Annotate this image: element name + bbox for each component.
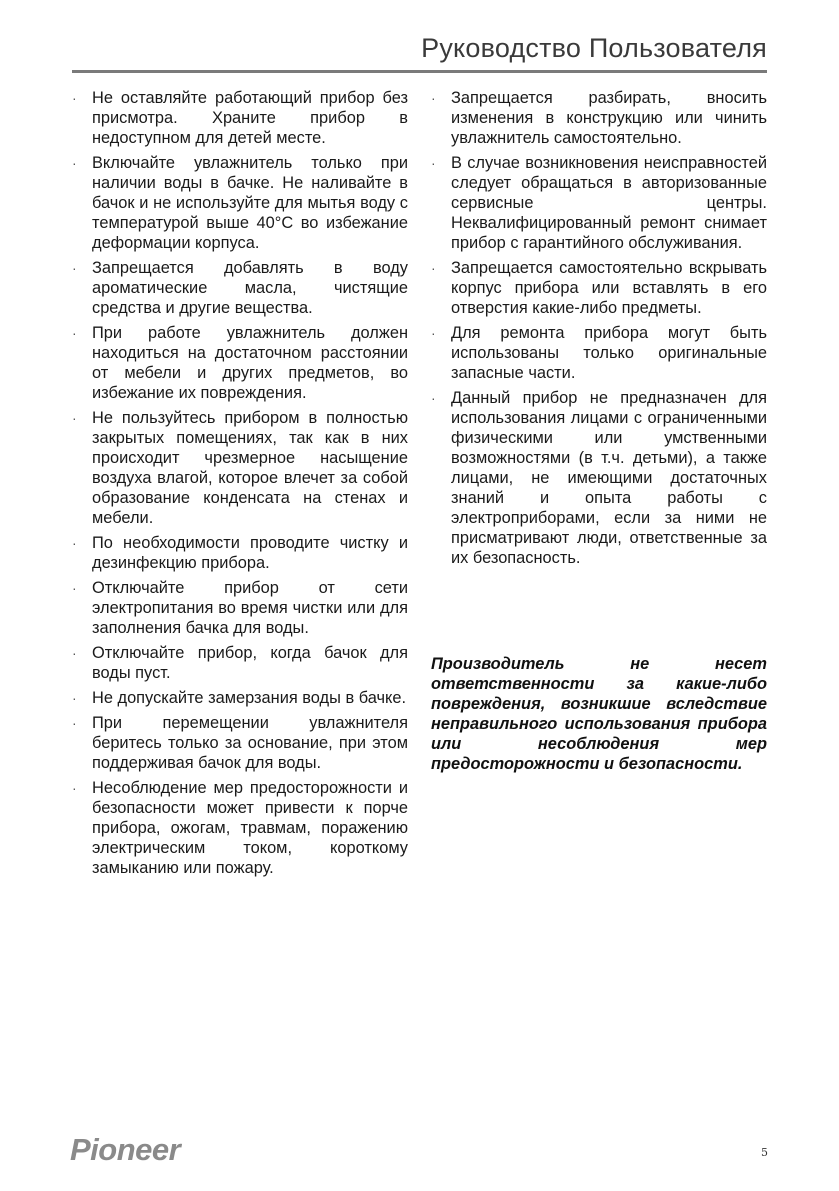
- list-item: [72, 533, 408, 573]
- bullet-dot-icon: ·: [72, 410, 77, 426]
- page-number: 5: [761, 1146, 768, 1159]
- brand-logo: Pioneer: [70, 1132, 181, 1167]
- bullet-dot-icon: ·: [72, 535, 77, 551]
- right-column: [431, 88, 767, 573]
- list-item-text: При работе увлажнитель должен находиться на достаточном расстоянии от мебели и других предметов, во избежание их повреждения.: [92, 324, 408, 402]
- bullet-dot-icon: ·: [431, 260, 436, 276]
- list-item-text: Запрещается самостоятельно вскрывать корпус прибора или вставлять в его отверстия какие-либо предметы.: [451, 259, 767, 317]
- document-title: Руководство Пользователя: [421, 33, 767, 63]
- list-item: [431, 88, 767, 148]
- list-item: [431, 258, 767, 318]
- list-item-text: Не оставляйте работающий прибор без присмотра. Храните прибор в недоступном для детей месте.: [92, 89, 408, 147]
- list-item-text: Отключайте прибор, когда бачок для воды пуст.: [92, 644, 408, 682]
- list-item: [72, 408, 408, 528]
- list-item: [431, 323, 767, 383]
- bullet-dot-icon: ·: [431, 325, 436, 341]
- list-item: [72, 778, 408, 878]
- list-item-text: В случае возникновения неисправностей следует обращаться в авторизованные сервисные центры. Неквалифицированный ремонт снимает прибор с гарантийного обслуживания.: [451, 154, 767, 252]
- bullet-dot-icon: ·: [72, 780, 77, 796]
- bullet-dot-icon: ·: [431, 90, 436, 106]
- bullet-dot-icon: ·: [72, 155, 77, 171]
- left-column: [72, 88, 408, 883]
- list-item-text: Отключайте прибор от сети электропитания во время чистки или для заполнения бачка для воды.: [92, 579, 408, 637]
- list-item-text: Запрещается добавлять в воду ароматические масла, чистящие средства и другие вещества.: [92, 259, 408, 317]
- list-item: [72, 323, 408, 403]
- bullet-dot-icon: ·: [72, 260, 77, 276]
- list-item: [72, 643, 408, 683]
- list-item: [431, 153, 767, 253]
- list-item-text: Для ремонта прибора могут быть использованы только оригинальные запасные части.: [451, 324, 767, 382]
- list-item: [72, 153, 408, 253]
- list-item: [431, 388, 767, 568]
- list-item: [72, 88, 408, 148]
- header-divider: [72, 70, 767, 73]
- list-item-text: Включайте увлажнитель только при наличии воды в бачке. Не наливайте в бачок и не используйте для мытья воду с температурой выше 40°C во избежание деформации корпуса.: [92, 154, 408, 252]
- bullet-dot-icon: ·: [72, 90, 77, 106]
- bullet-dot-icon: ·: [431, 155, 436, 171]
- list-item-text: При перемещении увлажнителя беритесь только за основание, при этом поддерживая бачок для воды.: [92, 714, 408, 772]
- list-item: [72, 578, 408, 638]
- bullet-dot-icon: ·: [431, 390, 436, 406]
- list-item-text: Несоблюдение мер предосторожности и безопасности может привести к порче прибора, ожогам, травмам, поражению электрическим током, короткому замыканию или пожару.: [92, 779, 408, 877]
- list-item: [72, 258, 408, 318]
- list-item-text: По необходимости проводите чистку и дезинфекцию прибора.: [92, 534, 408, 572]
- liability-disclaimer: Производитель не несет ответственности за какие-либо повреждения, возникшие вследствие неправильного использования прибора или несоблюдения мер предосторожности и безопасности.: [431, 655, 767, 773]
- bullet-dot-icon: ·: [72, 690, 77, 706]
- list-item-text: Запрещается разбирать, вносить изменения в конструкцию или чинить увлажнитель самостоятельно.: [451, 89, 767, 147]
- list-item-text: Не допускайте замерзания воды в бачке.: [92, 689, 407, 707]
- bullet-dot-icon: ·: [72, 325, 77, 341]
- bullet-dot-icon: ·: [72, 580, 77, 596]
- bullet-dot-icon: ·: [72, 645, 77, 661]
- right-bullet-list: [431, 88, 767, 568]
- list-item: [72, 688, 408, 708]
- page-header: [72, 32, 767, 64]
- bullet-dot-icon: ·: [72, 715, 77, 731]
- list-item-text: Данный прибор не предназначен для использования лицами с ограниченными физическими или умственными возможностями (в т.ч. детьми), а также лицами, не имеющими достаточных знаний и опыта работы с электроприборами, если за ними не присматривают люди, ответственные за их безопасность.: [451, 389, 767, 567]
- list-item: [72, 713, 408, 773]
- list-item-text: Не пользуйтесь прибором в полностью закрытых помещениях, так как в них происходит чрезмерное насыщение воздуха влагой, которое влечет за собой образование конденсата на стенах и мебели.: [92, 409, 408, 527]
- left-bullet-list: [72, 88, 408, 878]
